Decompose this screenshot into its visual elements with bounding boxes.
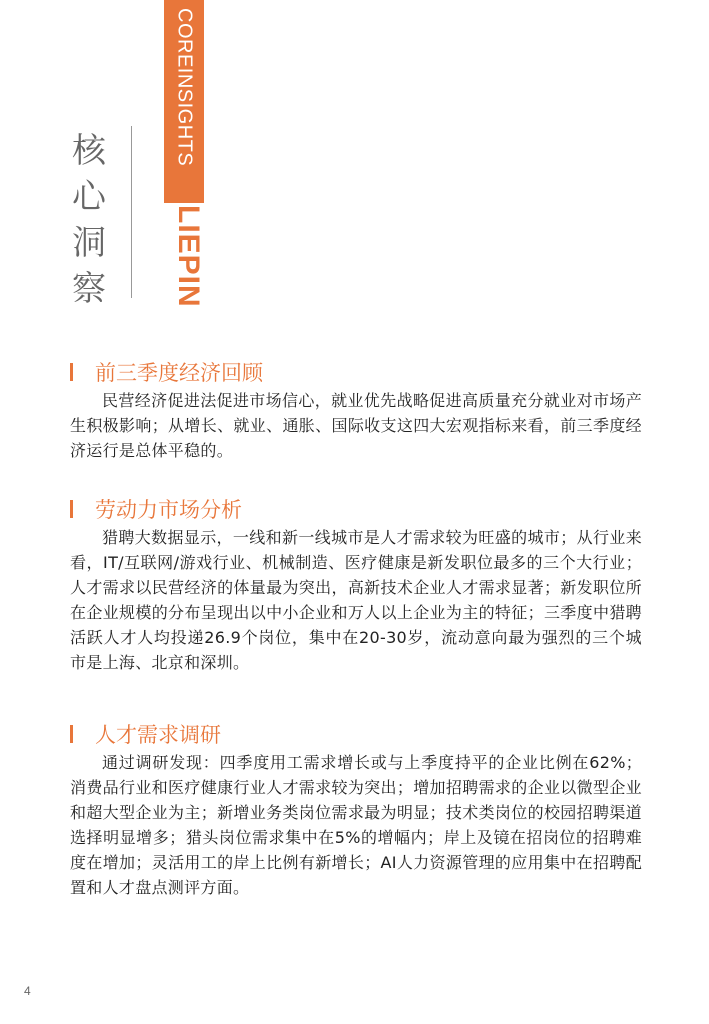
section-title: 前三季度经济回顾 bbox=[95, 361, 263, 385]
title-divider bbox=[131, 126, 132, 298]
page-number: 4 bbox=[24, 984, 31, 998]
section-header bbox=[70, 358, 642, 386]
section-body: 通过调研发现：四季度用工需求增长或与上季度持平的企业比例在62%；消费品行业和医疗健康行业人才需求较为突出；增加招聘需求的企业以微型企业和超大型企业为主；新增业务类岗位需求最为明显；技术类岗位的校园招聘渠道选择明显增多；猎头岗位需求集中在5%的增幅内；岸上及镜在招岗位的招聘难度在增加；灵活用工的岸上比例有新增长；AI人力资源管理的应用集中在招聘配置和人才盘点测评方面。 bbox=[70, 753, 642, 897]
section-marker bbox=[70, 725, 73, 743]
title-char: 察 bbox=[72, 269, 106, 309]
core-insights-banner bbox=[164, 0, 204, 203]
core-insights-label: COREINSIGHTS bbox=[173, 8, 196, 167]
brand-logo-text: LIEPIN bbox=[172, 205, 205, 308]
section-header bbox=[70, 720, 642, 748]
section-body: 民营经济促进法促进市场信心，就业优先战略促进高质量充分就业对市场产生积极影响；从增长、就业、通胀、国际收支这四大宏观指标来看，前三季度经济运行是总体平稳的。 bbox=[70, 391, 642, 460]
title-char: 核 bbox=[72, 131, 106, 171]
section-title: 劳动力市场分析 bbox=[95, 498, 242, 522]
title-char: 洞 bbox=[72, 223, 106, 263]
section-marker bbox=[70, 363, 73, 381]
title-char: 心 bbox=[72, 177, 106, 217]
section-marker bbox=[70, 500, 73, 518]
section-title: 人才需求调研 bbox=[95, 723, 221, 747]
section-economic-review bbox=[70, 358, 642, 463]
section-header bbox=[70, 495, 642, 523]
section-labor-market bbox=[70, 495, 642, 675]
section-talent-survey bbox=[70, 720, 642, 900]
section-body: 猎聘大数据显示，一线和新一线城市是人才需求较为旺盛的城市；从行业来看，IT/互联网/游戏行业、机械制造、医疗健康是新发职位最多的三个大行业；人才需求以民营经济的体量最为突出，高新技术企业人才需求显著；新发职位所在企业规模的分布呈现出以中小企业和万人以上企业为主的特征；三季度中猎聘活跃人才人均投递26.9个岗位，集中在20-30岁，流动意向最为强烈的三个城市是上海、北京和深圳。 bbox=[70, 528, 642, 672]
page-title bbox=[72, 130, 106, 310]
